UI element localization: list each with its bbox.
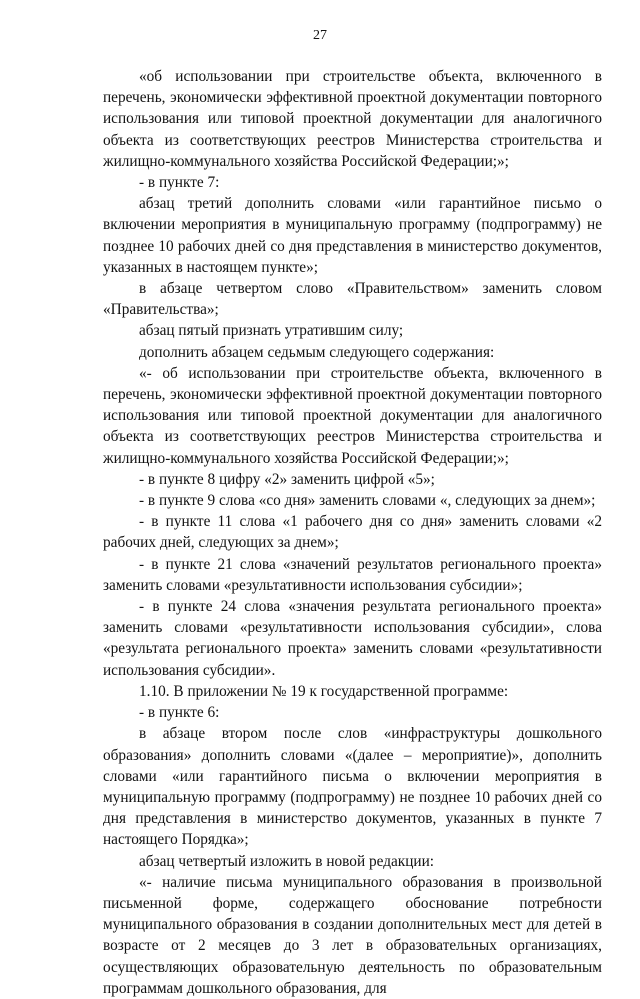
paragraph: - в пункте 24 слова «значения результата регионального проекта» заменить словами «результативности использования субсидии», слова «результата регионального проекта» заменить словами «результативности использования субсидии». (103, 598, 602, 679)
paragraph: - в пункте 8 цифру «2» заменить цифрой «5»; (139, 470, 435, 488)
section-heading: 1.10. В приложении № 19 к государственной программе: (139, 682, 509, 700)
paragraph: - в пункте 7: (139, 174, 220, 192)
paragraph: «- наличие письма муниципального образования в произвольной письменной форме, содержащего обоснование потребности муниципального образования в создании дополнительных мест для детей в возрасте от 2 месяцев до 3 лет в образовательных организациях, осуществляющих образовательную деятельность по образовательным программам дошкольного образования, для (103, 873, 602, 997)
paragraph: дополнить абзацем седьмым следующего содержания: (139, 343, 495, 361)
paragraph: - в пункте 9 слова «со дня» заменить словами «, следующих за днем»; (139, 492, 596, 510)
paragraph: «- об использовании при строительстве объекта, включенного в перечень, экономически эффективной проектной документации повторного использования или типовой проектной документации для аналогичного объекта из соответствующих реестров Министерства строительства и жилищно-коммунального хозяйства Российской Федерации;»; (103, 364, 602, 467)
paragraph: абзац третий дополнить словами «или гарантийное письмо о включении мероприятия в муниципальную программу (подпрограмму) не позднее 10 рабочих дней со дня представления в министерство документов, указанных в настоящем пункте»; (103, 195, 602, 276)
paragraph: в абзаце четвертом слово «Правительством» заменить словом «Правительства»; (103, 280, 602, 319)
paragraph: - в пункте 11 слова «1 рабочего дня со дня» заменить словами «2 рабочих дней, следующих за днем»; (103, 513, 602, 552)
paragraph: абзац пятый признать утратившим силу; (139, 322, 404, 340)
paragraph: в абзаце втором после слов «инфраструктуры дошкольного образования» дополнить словами «(далее – мероприятие)», дополнить словами «или гарантийного письма о включении мероприятия в муниципальную программу (подпрограмму) не позднее 10 рабочих дней со дня представления в министерство документов, указанных в пункте 7 настоящего Порядка»; (103, 725, 602, 849)
page-number: 27 (313, 28, 327, 43)
paragraph: «об использовании при строительстве объекта, включенного в перечень, экономически эффективной проектной документации повторного использования или типовой проектной документации для аналогичного объекта из соответствующих реестров Министерства строительства и жилищно-коммунального хозяйства Российской Федерации;»; (103, 68, 602, 170)
document-body (103, 66, 602, 999)
paragraph: абзац четвертый изложить в новой редакции: (139, 852, 435, 870)
paragraph: - в пункте 21 слова «значений результатов регионального проекта» заменить словами «результативности использования субсидии»; (103, 555, 602, 594)
paragraph: - в пункте 6: (139, 704, 220, 722)
